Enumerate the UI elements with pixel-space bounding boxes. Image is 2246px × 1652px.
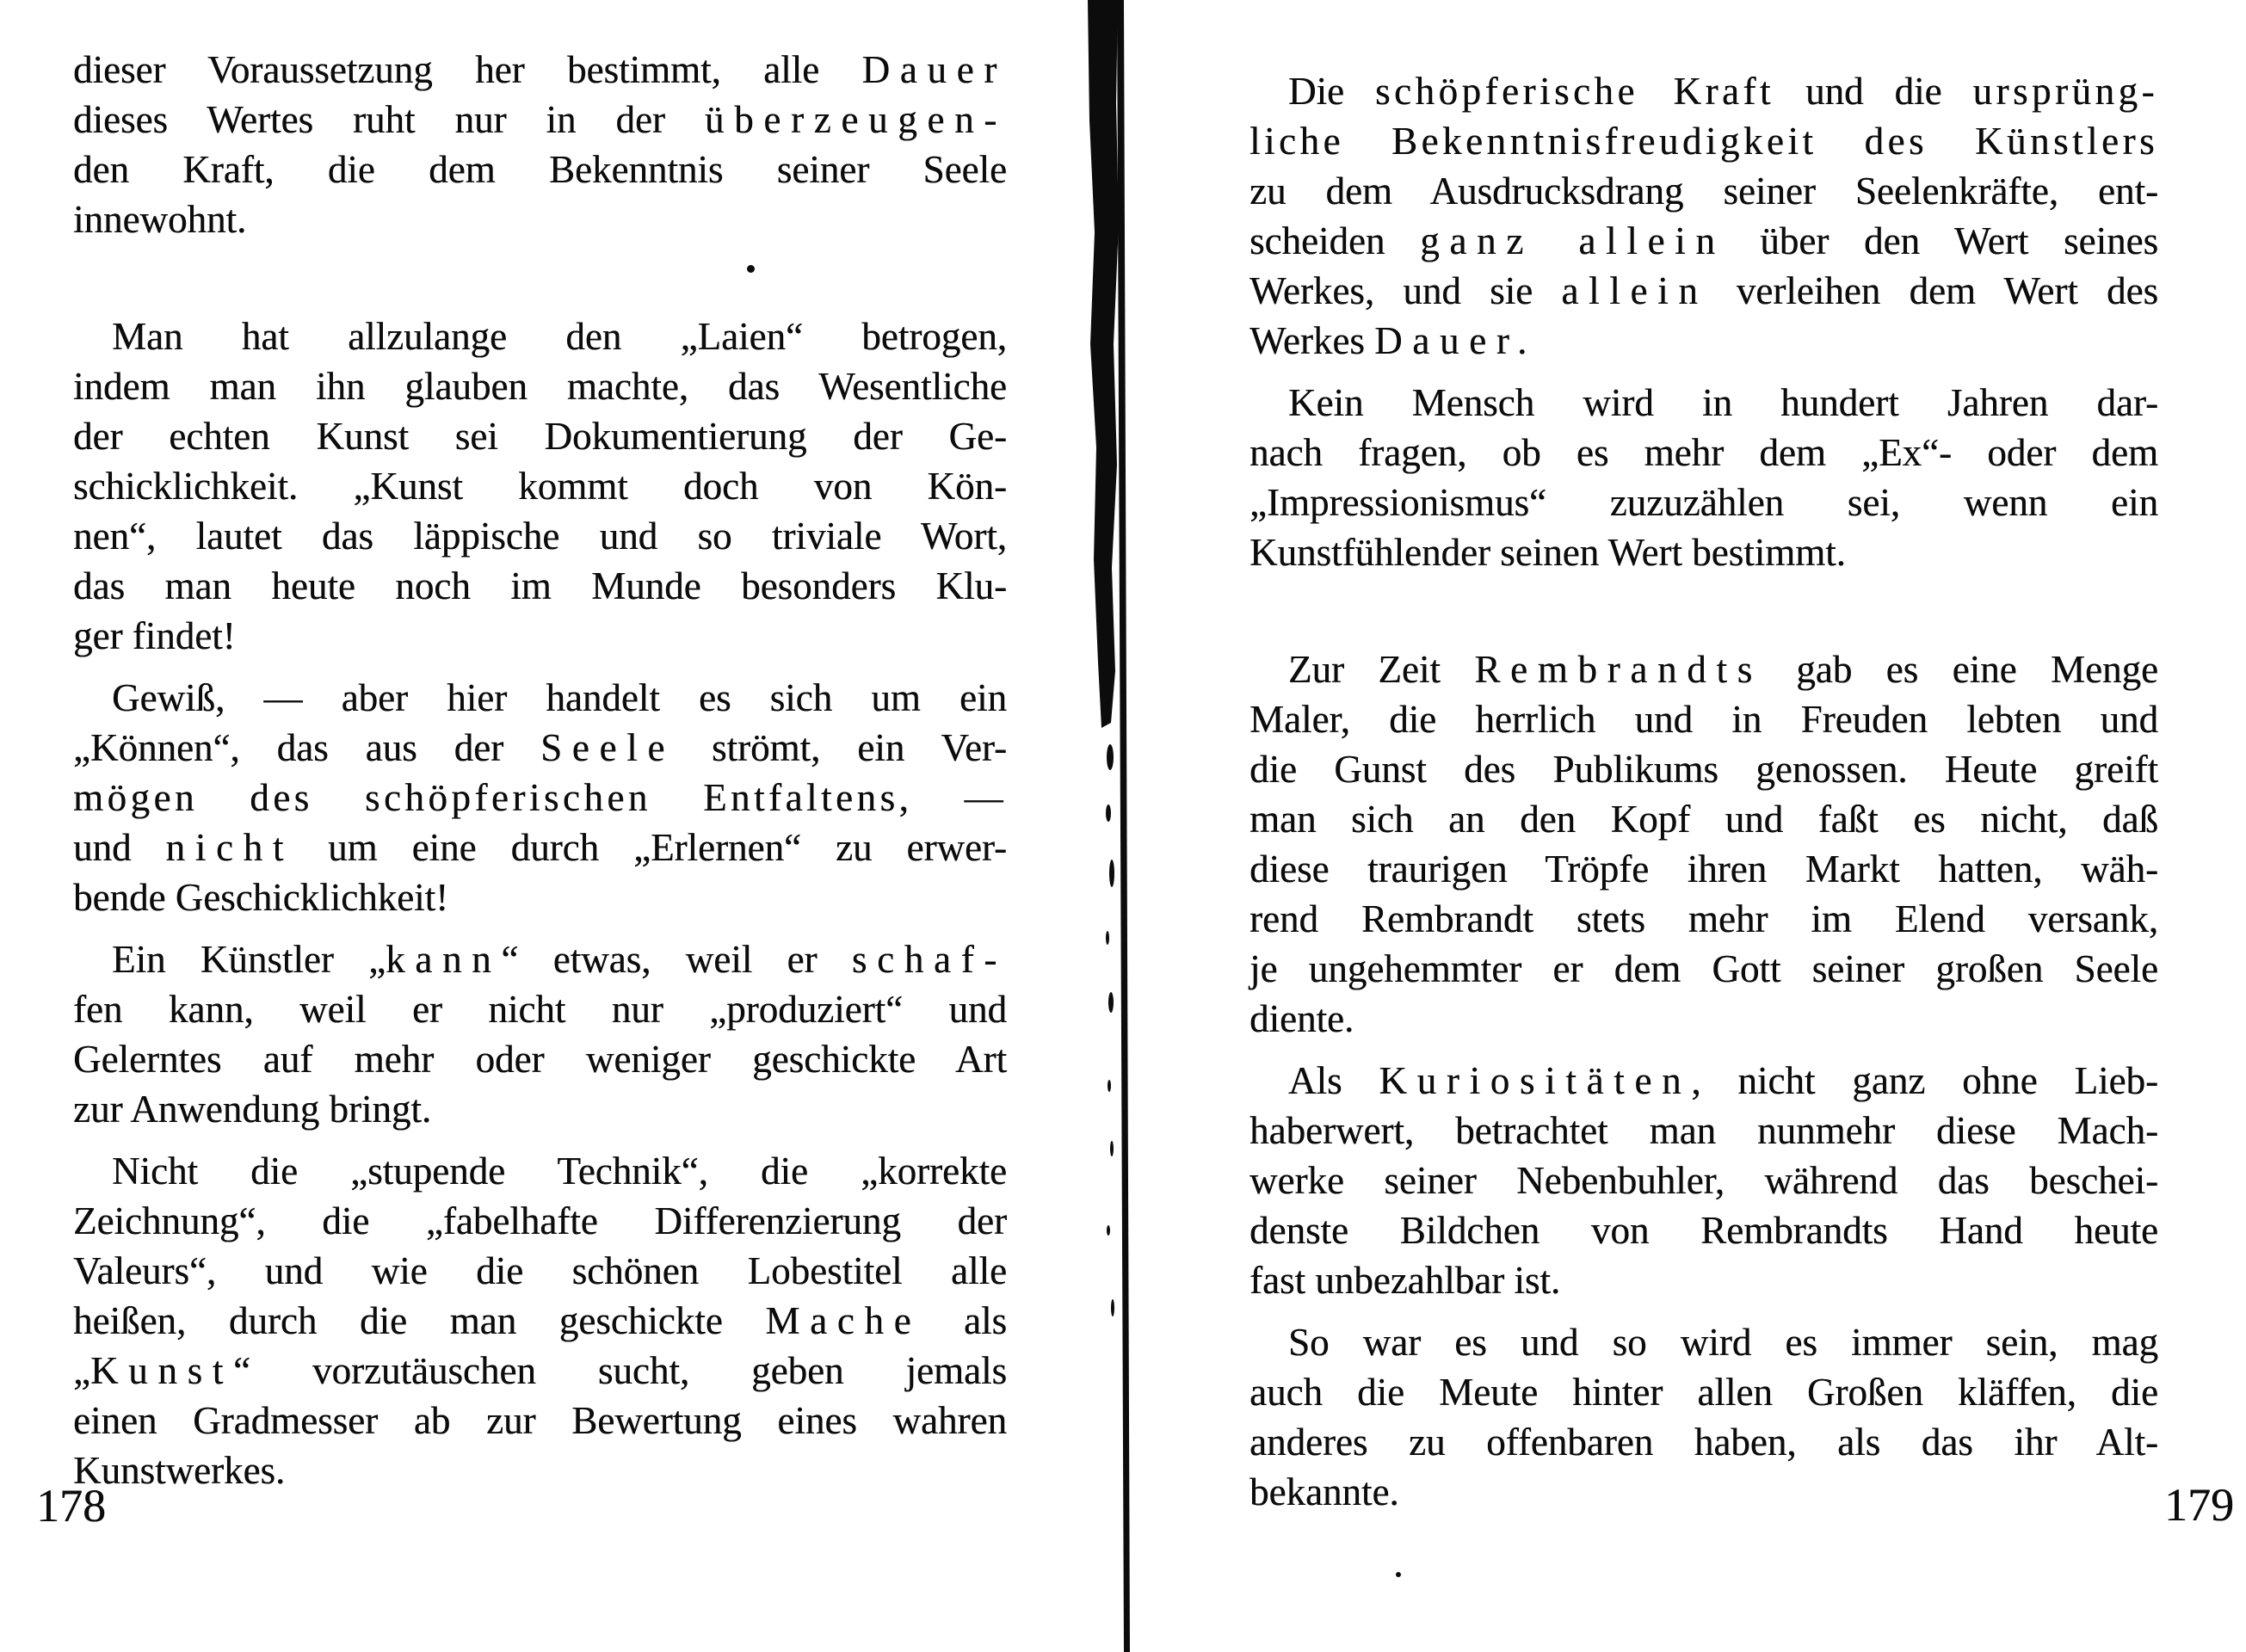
text-segment: Valeurs“, und wie die schönen Lobestitel alle (73, 1249, 1007, 1292)
text-segment: innewohnt. (73, 198, 247, 241)
text-segment: dieses Wertes ruht nur in der (73, 98, 705, 141)
text-segment: fast unbezahlbar ist. (1249, 1259, 1561, 1302)
text-segment: fen kann, weil er nicht nur „produziert“ und (73, 988, 1007, 1031)
text-segment: diente. (1249, 997, 1354, 1040)
text-line (73, 145, 1007, 194)
text-line (1249, 378, 2158, 428)
text-segment: den Kraft, die dem Bekenntnis seiner Seele (73, 148, 1007, 191)
text-segment: Als (1288, 1059, 1379, 1102)
right-page-number: 179 (2164, 1479, 2234, 1531)
paragraph (1249, 66, 2158, 366)
text-line (73, 1034, 1007, 1084)
text-segment: Kunstwerkes. (73, 1449, 286, 1492)
text-segment: dieser Voraussetzung her bestimmt, alle (73, 48, 862, 91)
text-line (73, 673, 1007, 723)
text-segment: zu dem Ausdrucksdrang seiner Seelenkräfte, ent- (1249, 170, 2158, 213)
text-line (1249, 527, 2158, 577)
text-line (1249, 1255, 2158, 1305)
text-line (73, 1246, 1007, 1296)
text-line (73, 561, 1007, 611)
paragraph (1249, 644, 2158, 1044)
text-line (1249, 844, 2158, 894)
text-segment: Zur Zeit (1288, 648, 1475, 691)
text-segment: auch die Meute hinter allen Großen kläffen, die (1249, 1371, 2158, 1414)
text-line (1249, 1205, 2158, 1255)
text-line (1249, 216, 2158, 266)
text-line (73, 361, 1007, 411)
text-segment: denste Bildchen von Rembrandts Hand heute (1249, 1209, 2158, 1252)
text-line (73, 1084, 1007, 1134)
text-segment: Werkes, und sie (1249, 269, 1562, 312)
text-line (1249, 744, 2158, 794)
text-segment: Man hat allzulange den „Laien“ betrogen, (112, 315, 1007, 358)
letterspaced-text: Kunst (89, 1349, 233, 1392)
text-line (73, 511, 1007, 561)
letterspaced-text: mögen des schöpferischen Entfaltens, — (73, 776, 1007, 819)
text-line (1249, 894, 2158, 944)
text-segment: anderes zu offenbaren haben, als das ihr Alt- (1249, 1421, 2158, 1464)
letterspaced-text: Dauer. (1374, 319, 1537, 362)
text-segment: das man heute noch im Munde besonders Klu- (73, 564, 1007, 607)
text-line (73, 984, 1007, 1034)
text-segment: nen“, lautet das läppische und so triviale Wort, (73, 515, 1007, 558)
text-segment: So war es und so wird es immer sein, mag (1288, 1321, 2158, 1364)
paragraph (73, 934, 1007, 1134)
text-segment: verleihen dem Wert des (1707, 269, 2158, 312)
text-line (73, 934, 1007, 984)
text-segment: die Gunst des Publikums genossen. Heute greift (1249, 748, 2158, 791)
text-line (73, 723, 1007, 773)
text-segment: Die (1288, 70, 1376, 113)
right-page-text (1249, 66, 2158, 1517)
letterspaced-text: ganz allein (1420, 219, 1725, 262)
text-segment: Nicht die „stupende Technik“, die „korrekte (112, 1150, 1007, 1193)
text-line (73, 1446, 1007, 1495)
text-line (1249, 166, 2158, 216)
paragraph (73, 673, 1007, 922)
text-segment: Gelerntes auf mehr oder weniger geschickte Art (73, 1038, 1007, 1081)
text-segment: haberwert, betrachtet man nunmehr diese Mach- (1249, 1109, 2158, 1152)
text-line (73, 311, 1007, 361)
text-segment: Ein Künstler „ (112, 938, 386, 981)
letterspaced-text: schaf- (851, 938, 1007, 981)
text-line (73, 411, 1007, 461)
letterspaced-text: Mache (765, 1299, 922, 1342)
letterspaced-text: Seele (540, 726, 676, 769)
text-segment: ger findet! (73, 614, 236, 657)
text-segment: , nicht ganz ohne Lieb- (1691, 1059, 2158, 1102)
text-line (1249, 994, 2158, 1044)
text-segment: um eine durch „Erlernen“ zu erwer- (293, 826, 1007, 869)
text-line (1249, 116, 2158, 166)
text-line (1249, 66, 2158, 116)
text-segment: indem man ihn glauben machte, das Wesentliche (73, 365, 1007, 408)
text-segment: als (921, 1299, 1007, 1342)
paragraph (1249, 1317, 2158, 1517)
letterspaced-text: schöpferische Kraft (1375, 70, 1774, 113)
text-segment: „ (73, 1349, 90, 1392)
text-line (1249, 694, 2158, 744)
text-line (1249, 1317, 2158, 1367)
text-line (1249, 644, 2158, 694)
letterspaced-text: Dauer (861, 48, 1007, 91)
left-page (73, 45, 1007, 1495)
text-segment: zur Anwendung bringt. (73, 1088, 432, 1131)
text-segment: einen Gradmesser ab zur Bewertung eines wahren (73, 1399, 1007, 1442)
text-segment: werke seiner Nebenbuhler, während das beschei- (1249, 1159, 2158, 1202)
text-line (73, 461, 1007, 511)
text-line (73, 872, 1007, 922)
text-line (1249, 1467, 2158, 1517)
text-segment: „Impressionismus“ zuzuzählen sei, wenn ein (1249, 481, 2158, 524)
letterspaced-text: überzeugen- (704, 98, 1007, 141)
text-segment: man sich an den Kopf und faßt es nicht, daß (1249, 798, 2158, 841)
paragraph (73, 1146, 1007, 1495)
text-segment: strömt, ein Ver- (675, 726, 1007, 769)
text-segment: schicklichkeit. „Kunst kommt doch von Kön- (73, 465, 1007, 508)
text-segment: Werkes (1249, 319, 1375, 362)
text-line (73, 773, 1007, 823)
letterspaced-text: ursprüng- (1972, 70, 2158, 113)
paragraph (73, 311, 1007, 661)
paragraph (1249, 1056, 2158, 1305)
book-gutter-shadow (1067, 0, 1162, 1652)
text-line (73, 1396, 1007, 1446)
text-segment: rend Rembrandt stets mehr im Elend versank, (1249, 897, 2158, 940)
text-line (73, 1146, 1007, 1196)
text-segment: Kunstfühlender seinen Wert bestimmt. (1249, 531, 1846, 574)
text-line (73, 95, 1007, 145)
text-segment: und (73, 826, 166, 869)
text-line (73, 194, 1007, 244)
text-line (1249, 1156, 2158, 1205)
text-segment: heißen, durch die man geschickte (73, 1299, 766, 1342)
letterspaced-text: Kuriositäten (1379, 1059, 1692, 1102)
text-line (73, 823, 1007, 872)
text-segment: Zeichnung“, die „fabelhafte Differenzierung der (73, 1199, 1007, 1242)
text-line (1249, 794, 2158, 844)
right-page (1249, 66, 2158, 1517)
text-segment: je ungehemmter er dem Gott seiner großen Seele (1249, 947, 2158, 990)
text-line (73, 1346, 1007, 1396)
text-segment: nach fragen, ob es mehr dem „Ex“- oder dem (1249, 431, 2158, 474)
letterspaced-text: kann (386, 938, 502, 981)
text-segment: bekannte. (1249, 1470, 1399, 1513)
text-segment: und die (1774, 70, 1973, 113)
text-segment: gab es eine Menge (1762, 648, 2158, 691)
text-segment: Maler, die herrlich und in Freuden lebten und (1249, 698, 2158, 741)
text-line (1249, 428, 2158, 478)
text-line (73, 45, 1007, 95)
text-segment: bende Geschicklichkeit! (73, 876, 449, 919)
letterspaced-text: Rembrandts (1474, 648, 1762, 691)
left-page-number: 178 (36, 1480, 106, 1532)
text-segment: „Können“, das aus der (73, 726, 541, 769)
text-line (1249, 1056, 2158, 1106)
left-page-text (73, 45, 1007, 1495)
text-segment: der echten Kunst sei Dokumentierung der Ge- (73, 415, 1007, 458)
letterspaced-text: liche Bekenntnisfreudigkeit des Künstlers (1249, 120, 2158, 163)
text-line (1249, 316, 2158, 366)
text-line (73, 611, 1007, 661)
paragraph (1249, 378, 2158, 577)
text-line (1249, 478, 2158, 527)
text-segment: über den Wert seines (1725, 219, 2158, 262)
text-segment: diese traurigen Tröpfe ihren Markt hatten, wäh- (1249, 848, 2158, 891)
paragraph (73, 45, 1007, 244)
ink-speck (747, 265, 755, 273)
text-line (73, 1196, 1007, 1246)
text-segment: Kein Mensch wird in hundert Jahren dar- (1288, 381, 2158, 424)
text-segment: Gewiß, — aber hier handelt es sich um ein (112, 676, 1007, 719)
text-line (1249, 944, 2158, 994)
text-line (1249, 266, 2158, 316)
text-segment: scheiden (1249, 219, 1421, 262)
ink-speck (1396, 1572, 1401, 1577)
text-line (1249, 1417, 2158, 1467)
letterspaced-text: allein (1561, 269, 1708, 312)
letterspaced-text: nicht (165, 826, 294, 869)
text-line (73, 1296, 1007, 1346)
text-segment: “ vorzutäuschen sucht, geben jemals (233, 1349, 1007, 1392)
text-line (1249, 1367, 2158, 1417)
text-segment: “ etwas, weil er (501, 938, 852, 981)
text-line (1249, 1106, 2158, 1156)
